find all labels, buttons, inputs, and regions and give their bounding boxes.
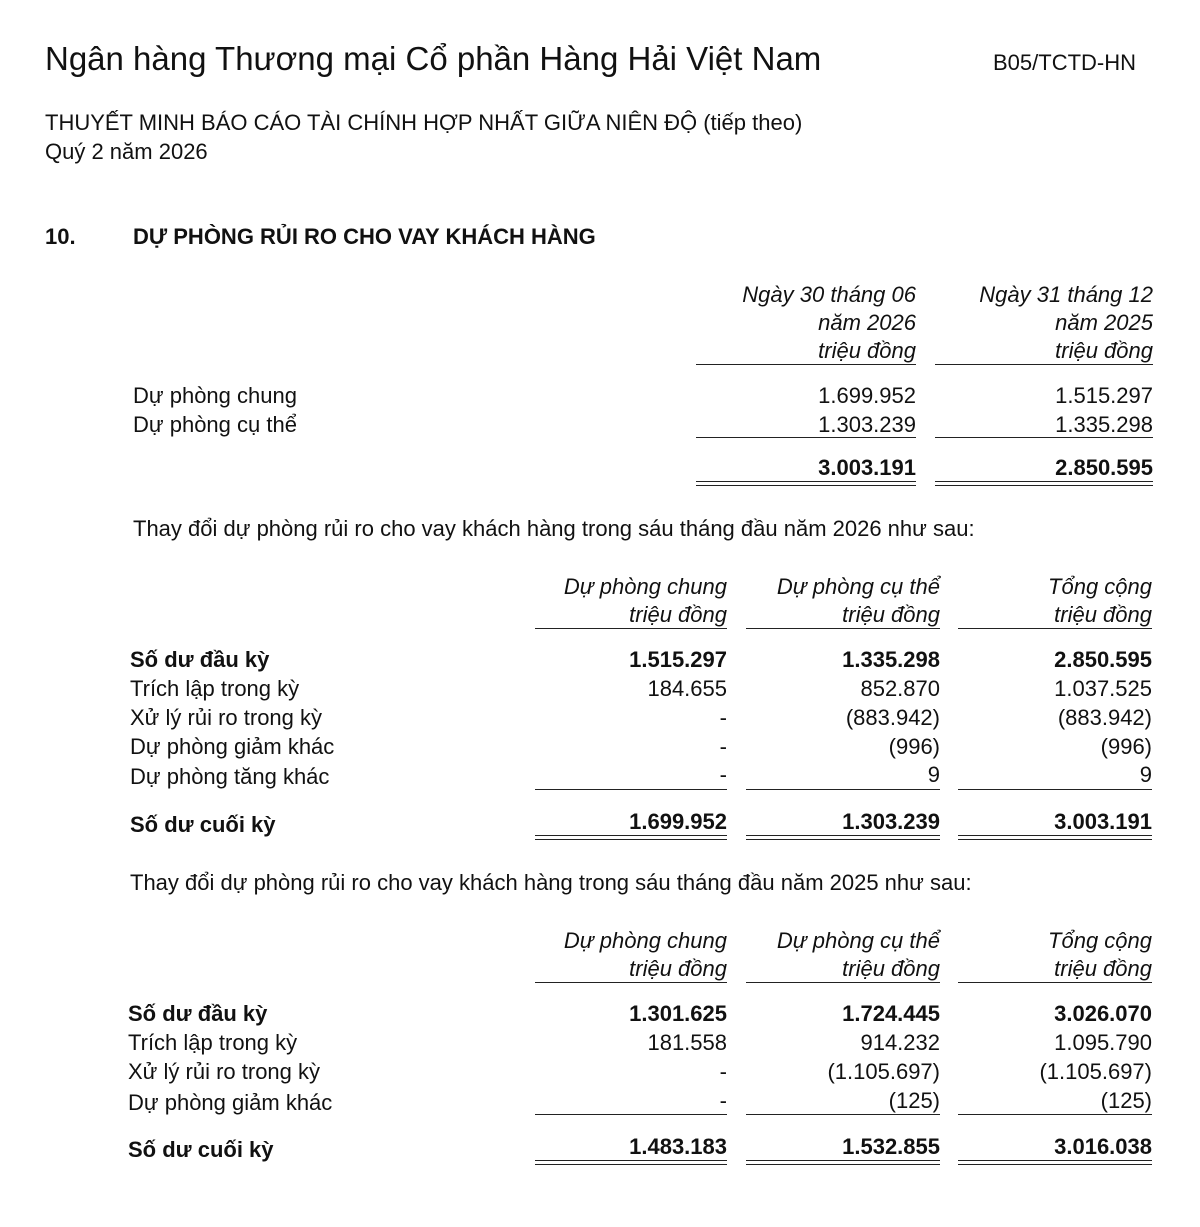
t2-closing-value: 3.003.191 xyxy=(1054,809,1152,834)
t2-opening-value: 1.515.297 xyxy=(629,647,727,672)
t2-opening-value: 1.335.298 xyxy=(842,647,940,672)
t1-total-double-rule xyxy=(935,481,1153,486)
t2-header: Tổng cộng xyxy=(1048,574,1152,599)
t3-header-unit: triệu đồng xyxy=(1054,956,1152,981)
section-number: 10. xyxy=(45,224,76,249)
t1-row-value: 1.335.298 xyxy=(1055,412,1153,437)
t3-row-value: - xyxy=(719,1088,727,1113)
t2-subtotal-rule xyxy=(535,789,727,790)
t2-subtotal-rule xyxy=(746,789,940,790)
t2-header-rule xyxy=(746,628,940,629)
t2-row-value: (883.942) xyxy=(845,705,940,730)
t2-header: Dự phòng chung xyxy=(563,574,727,599)
t3-header: Tổng cộng xyxy=(1048,928,1152,953)
t2-row-value: - xyxy=(719,734,727,759)
t3-row-label: Trích lập trong kỳ xyxy=(128,1030,298,1055)
t3-row-label: Xử lý rủi ro trong kỳ xyxy=(128,1059,321,1084)
t1-total-double-rule xyxy=(696,481,916,486)
t2-closing-double-rule xyxy=(746,835,940,840)
t1-row-label: Dự phòng chung xyxy=(133,383,297,408)
t1-col2-header-line1: Ngày 31 tháng 12 xyxy=(979,282,1153,307)
t3-closing-value: 1.532.855 xyxy=(842,1134,940,1159)
t2-row-value: 1.037.525 xyxy=(1054,676,1152,701)
t3-opening-value: 3.026.070 xyxy=(1054,1001,1152,1026)
t3-row-value: (125) xyxy=(1100,1088,1152,1113)
t2-row-label: Dự phòng giảm khác xyxy=(130,734,335,759)
t1-col1-header-line1: Ngày 30 tháng 06 xyxy=(742,282,916,307)
t1-col1-unit: triệu đồng xyxy=(818,338,916,363)
t3-closing-value: 1.483.183 xyxy=(629,1134,727,1159)
t1-col2-unit: triệu đồng xyxy=(1055,338,1153,363)
t3-row-value: (125) xyxy=(888,1088,940,1113)
t2-header-unit: triệu đồng xyxy=(1054,602,1152,627)
t2-closing-double-rule xyxy=(958,835,1152,840)
t2-opening-label: Số dư đầu kỳ xyxy=(130,647,270,672)
t2-row-value: - xyxy=(719,705,727,730)
t3-subtotal-rule xyxy=(746,1114,940,1115)
report-title: THUYẾT MINH BÁO CÁO TÀI CHÍNH HỢP NHẤT GIỮA NIÊN ĐỘ (tiếp theo) xyxy=(45,110,803,135)
t2-intro: Thay đổi dự phòng rủi ro cho vay khách hàng trong sáu tháng đầu năm 2026 như sau: xyxy=(133,516,975,541)
t2-row-value: 852.870 xyxy=(860,676,940,701)
t3-row-value: (1.105.697) xyxy=(1039,1059,1152,1084)
t3-header: Dự phòng cụ thể xyxy=(776,928,940,953)
form-code: B05/TCTD-HN xyxy=(993,50,1137,75)
t2-row-value: 9 xyxy=(927,762,940,787)
t2-opening-value: 2.850.595 xyxy=(1054,647,1152,672)
t1-col2-header-rule xyxy=(935,364,1153,365)
t2-header: Dự phòng cụ thể xyxy=(776,574,940,599)
t2-header-rule xyxy=(535,628,727,629)
company-name: Ngân hàng Thương mại Cổ phần Hàng Hải Việt Nam xyxy=(45,40,822,77)
t3-opening-label: Số dư đầu kỳ xyxy=(128,1001,268,1026)
t2-row-label: Xử lý rủi ro trong kỳ xyxy=(130,705,323,730)
t2-closing-value: 1.699.952 xyxy=(629,809,727,834)
t3-closing-value: 3.016.038 xyxy=(1054,1134,1152,1159)
t3-opening-value: 1.301.625 xyxy=(629,1001,727,1026)
t2-closing-value: 1.303.239 xyxy=(842,809,940,834)
t2-header-rule xyxy=(958,628,1152,629)
t3-row-value: 181.558 xyxy=(647,1030,727,1055)
t1-col2-header-line2: năm 2025 xyxy=(1055,310,1153,335)
t1-total-value: 3.003.191 xyxy=(818,455,916,480)
t3-row-value: (1.105.697) xyxy=(827,1059,940,1084)
t2-row-value: 184.655 xyxy=(647,676,727,701)
t2-row-value: (883.942) xyxy=(1057,705,1152,730)
t3-closing-label: Số dư cuối kỳ xyxy=(128,1137,274,1162)
t2-row-value: - xyxy=(719,762,727,787)
t2-row-value: 9 xyxy=(1139,762,1152,787)
section-title: DỰ PHÒNG RỦI RO CHO VAY KHÁCH HÀNG xyxy=(133,224,596,249)
t2-header-unit: triệu đồng xyxy=(629,602,727,627)
t2-row-value: (996) xyxy=(1100,734,1152,759)
t3-header-rule xyxy=(958,982,1152,983)
t2-row-value: (996) xyxy=(888,734,940,759)
t1-col1-header-line2: năm 2026 xyxy=(818,310,916,335)
t2-closing-double-rule xyxy=(535,835,727,840)
t3-intro: Thay đổi dự phòng rủi ro cho vay khách hàng trong sáu tháng đầu năm 2025 như sau: xyxy=(130,870,972,895)
t1-row-label: Dự phòng cụ thể xyxy=(133,412,297,437)
t3-closing-double-rule xyxy=(746,1160,940,1165)
t1-row-value: 1.515.297 xyxy=(1055,383,1153,408)
t3-row-label: Dự phòng giảm khác xyxy=(128,1090,333,1115)
t2-closing-label: Số dư cuối kỳ xyxy=(130,812,276,837)
t3-header-unit: triệu đồng xyxy=(842,956,940,981)
t1-col1-header-rule xyxy=(696,364,916,365)
t2-row-label: Trích lập trong kỳ xyxy=(130,676,300,701)
t2-subtotal-rule xyxy=(958,789,1152,790)
t3-row-value: - xyxy=(719,1059,727,1084)
t2-header-unit: triệu đồng xyxy=(842,602,940,627)
t3-opening-value: 1.724.445 xyxy=(842,1001,940,1026)
t1-total-value: 2.850.595 xyxy=(1055,455,1153,480)
t3-header-rule xyxy=(746,982,940,983)
t3-header: Dự phòng chung xyxy=(563,928,727,953)
t2-row-label: Dự phòng tăng khác xyxy=(130,764,330,789)
t1-subtotal-rule xyxy=(696,437,916,438)
t1-row-value: 1.303.239 xyxy=(818,412,916,437)
t3-header-rule xyxy=(535,982,727,983)
t3-subtotal-rule xyxy=(958,1114,1152,1115)
t3-subtotal-rule xyxy=(535,1114,727,1115)
t3-closing-double-rule xyxy=(535,1160,727,1165)
t3-closing-double-rule xyxy=(958,1160,1152,1165)
t3-row-value: 1.095.790 xyxy=(1054,1030,1152,1055)
report-period: Quý 2 năm 2026 xyxy=(45,139,208,164)
t1-row-value: 1.699.952 xyxy=(818,383,916,408)
t3-row-value: 914.232 xyxy=(860,1030,940,1055)
t3-header-unit: triệu đồng xyxy=(629,956,727,981)
t1-subtotal-rule xyxy=(935,437,1153,438)
